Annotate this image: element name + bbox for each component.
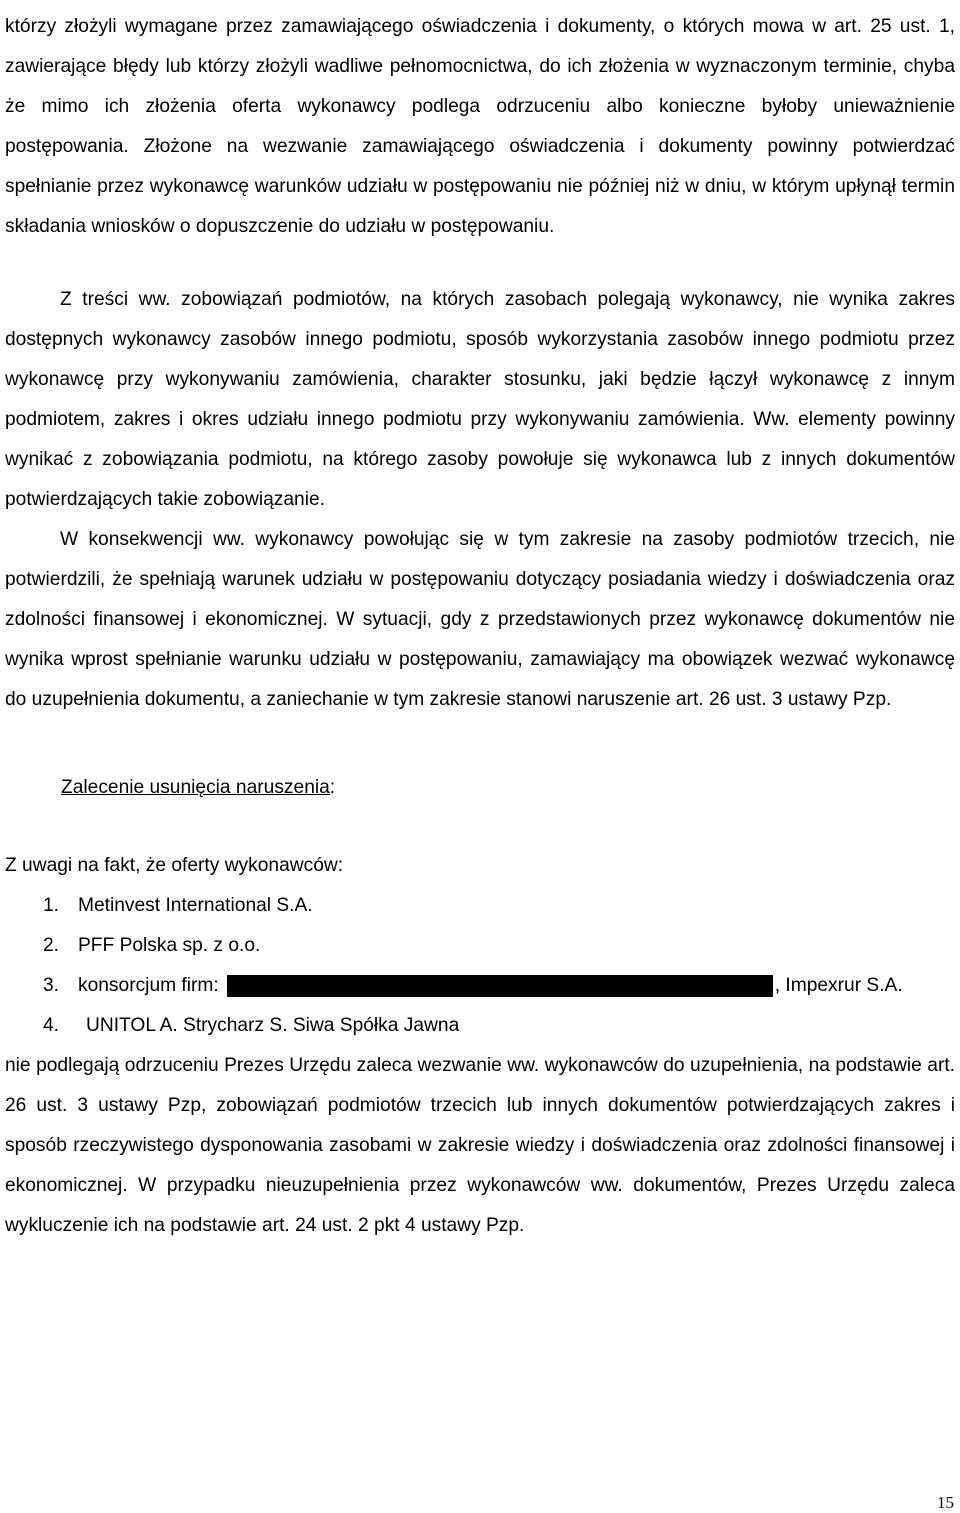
redaction-bar <box>227 975 773 997</box>
list-item <box>5 1006 955 1046</box>
list-item <box>5 966 955 1006</box>
paragraph-commitments: Z treści ww. zobowiązań podmiotów, na których zasobach polegają wykonawcy, nie wynika zakres dostępnych wykonawcy zasobów innego podmiotu, sposób wykorzystania zasobów innego podmiotu przez wykonawcę przy wykonywaniu zamówienia, charakter stosunku, jaki będzie łączył wykonawcę z innym podmiotem, zakres i okres udziału innego podmiotu przy wykonywaniu zamówienia. Ww. elementy powinny wynikać z zobowiązania podmiotu, na którego zasoby powołuje się wykonawca lub z innych dokumentów potwierdzających takie zobowiązanie. <box>5 289 955 510</box>
list-item-text: konsorcjum firm: <box>78 975 219 996</box>
page-number: 15 <box>937 1493 954 1512</box>
section-heading <box>5 768 955 808</box>
paragraph-continuation: którzy złożyli wymagane przez zamawiającego oświadczenia i dokumenty, o których mowa w art. 25 ust. 1, zawierające błędy lub którzy złożyli wadliwe pełnomocnictwa, do ich złożenia w wyznaczonym terminie, chyba że mimo ich złożenia oferta wykonawcy podlega odrzuceniu albo konieczne byłoby unieważnienie postępowania. Złożone na wezwanie zamawiającego oświadczenia i dokumenty powinny potwierdzać spełnianie przez wykonawcę warunków udziału w postępowaniu nie później niż w dniu, w którym upłynął termin składania wniosków o dopuszczenie do udziału w postępowaniu. <box>5 16 955 237</box>
list-item-suffix: , Impexrur S.A. <box>774 975 903 996</box>
list-item-number: 3. <box>43 975 60 996</box>
list-item <box>5 886 955 926</box>
heading-colon: : <box>329 777 336 798</box>
heading-text: Zalecenie usunięcia naruszenia <box>61 777 330 798</box>
contractor-list <box>5 886 955 1046</box>
paragraph-recommendation: nie podlegają odrzuceniu Prezes Urzędu zaleca wezwanie ww. wykonawców do uzupełnienia, na podstawie art. 26 ust. 3 ustawy Pzp, zobowiązań podmiotów trzecich lub innych dokumentów potwierdzających zakres i sposób rzeczywistego dysponowania zasobami w zakresie wiedzy i doświadczenia oraz zdolności finansowej i ekonomicznej. W przypadku nieuzupełnienia przez wykonawców ww. dokumentów, Prezes Urzędu zaleca wykluczenie ich na podstawie art. 24 ust. 2 pkt 4 ustawy Pzp. <box>5 1055 955 1236</box>
list-item-number: 2. <box>43 935 60 956</box>
list-item <box>5 926 955 966</box>
list-item-text: UNITOL A. Strycharz S. Siwa Spółka Jawna <box>86 1015 460 1036</box>
list-item-text: Metinvest International S.A. <box>78 895 313 916</box>
list-item-number: 4. <box>43 1015 60 1036</box>
list-item-text: PFF Polska sp. z o.o. <box>78 935 261 956</box>
list-item-number: 1. <box>43 895 60 916</box>
list-intro: Z uwagi na fakt, że oferty wykonawców: <box>5 855 344 876</box>
paragraph-consequence: W konsekwencji ww. wykonawcy powołując się w tym zakresie na zasoby podmiotów trzecich, nie potwierdzili, że spełniają warunek udziału w postępowaniu dotyczący posiadania wiedzy i doświadczenia oraz zdolności finansowej i ekonomicznej. W sytuacji, gdy z przedstawionych przez wykonawcę dokumentów nie wynika wprost spełnianie warunku udziału w postępowaniu, zamawiający ma obowiązek wezwać wykonawcę do uzupełnienia dokumentu, a zaniechanie w tym zakresie stanowi naruszenie art. 26 ust. 3 ustawy Pzp. <box>5 529 955 710</box>
document-page <box>5 0 955 1246</box>
